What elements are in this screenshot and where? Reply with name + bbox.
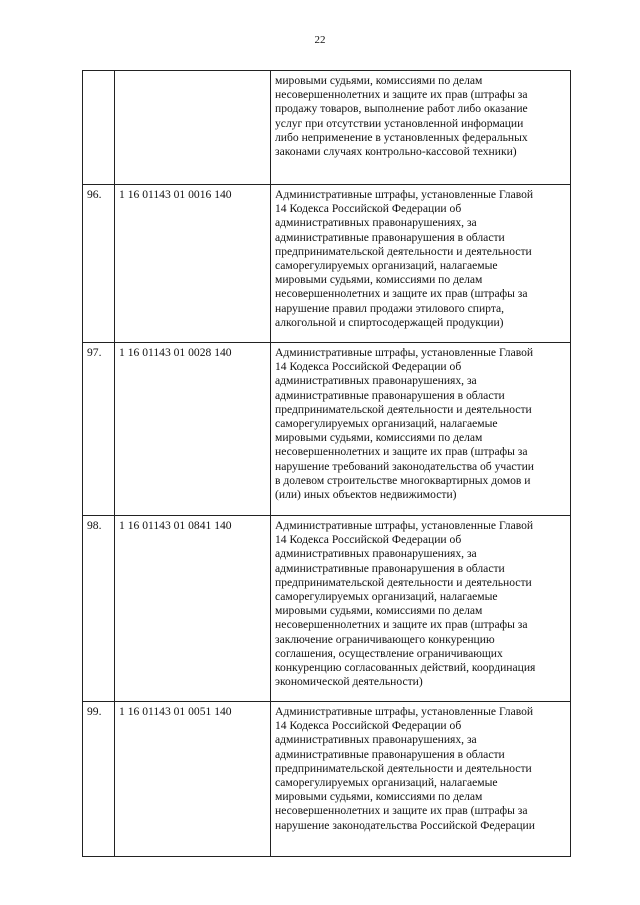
- budget-code-cell: 1 16 01143 01 0841 140: [115, 516, 271, 702]
- description-cell: [271, 516, 571, 702]
- description-line: саморегулируемых организаций, налагаемые: [275, 417, 498, 431]
- description-line: законами случаях контрольно-кассовой техники): [275, 145, 517, 159]
- table-row: [83, 516, 571, 702]
- description-line: (или) иных объектов недвижимости): [275, 488, 457, 502]
- description-line: несовершеннолетних и защите их прав (штрафы за: [275, 618, 528, 632]
- description-line: Административные штрафы, установленные Главой: [275, 188, 534, 201]
- description-line: административных правонарушениях, за: [275, 216, 477, 230]
- description-line: административные правонарушения в области: [275, 230, 505, 244]
- budget-code-cell: [115, 71, 271, 185]
- table-row: [83, 71, 571, 185]
- table-row: [83, 185, 571, 343]
- description-line: саморегулируемых организаций, налагаемые: [275, 259, 498, 273]
- budget-code-cell: 1 16 01143 01 0028 140: [115, 343, 271, 516]
- row-number-cell: 97.: [83, 343, 115, 516]
- description-line: мировыми судьями, комиссиями по делам: [275, 431, 483, 445]
- description-line: услуг при отсутствии установленной информации: [275, 116, 524, 130]
- description-line: Административные штрафы, установленные Главой: [275, 705, 534, 718]
- description-cell: [271, 702, 571, 857]
- description-line: административных правонарушениях, за: [275, 374, 477, 388]
- description-line: Административные штрафы, установленные Главой: [275, 346, 534, 359]
- description-line: заключение ограничивающего конкуренцию: [275, 632, 495, 646]
- description-line: в долевом строительстве многоквартирных домов и: [275, 473, 531, 487]
- description-line: административных правонарушениях, за: [275, 733, 477, 747]
- description-line: 14 Кодекса Российской Федерации об: [275, 533, 462, 547]
- description-line: административные правонарушения в области: [275, 388, 505, 402]
- description-line: мировыми судьями, комиссиями по делам: [275, 74, 483, 87]
- page-number: 22: [314, 34, 326, 46]
- description-line: нарушение законодательства Российской Федерации: [275, 818, 535, 832]
- description-line: 14 Кодекса Российской Федерации об: [275, 202, 462, 216]
- description-line: нарушение требований законодательства об участии: [275, 459, 534, 473]
- description-line: предпринимательской деятельности и деятельности: [275, 761, 532, 775]
- description-line: экономической деятельности): [275, 675, 423, 689]
- budget-code-cell: 1 16 01143 01 0016 140: [115, 185, 271, 343]
- description-line: предпринимательской деятельности и деятельности: [275, 575, 532, 589]
- description-cell: [271, 71, 571, 185]
- row-number-cell: [83, 71, 115, 185]
- description-line: несовершеннолетних и защите их прав (штрафы за: [275, 287, 528, 301]
- description-line: предпринимательской деятельности и деятельности: [275, 244, 532, 258]
- description-line: несовершеннолетних и защите их прав (штрафы за: [275, 804, 528, 818]
- description-line: предпринимательской деятельности и деятельности: [275, 402, 532, 416]
- revenue-codes-table: [82, 70, 571, 857]
- description-line: 14 Кодекса Российской Федерации об: [275, 719, 462, 733]
- description-line: мировыми судьями, комиссиями по делам: [275, 273, 483, 287]
- description-line: либо неприменение в установленных федеральных: [275, 130, 528, 144]
- description-line: алкогольной и спиртосодержащей продукции): [275, 315, 504, 329]
- description-line: несовершеннолетних и защите их прав (штрафы за: [275, 88, 528, 102]
- description-line: Административные штрафы, установленные Главой: [275, 519, 534, 532]
- description-line: саморегулируемых организаций, налагаемые: [275, 776, 498, 790]
- description-line: мировыми судьями, комиссиями по делам: [275, 604, 483, 618]
- table-row: [83, 702, 571, 857]
- description-line: конкуренцию согласованных действий, координация: [275, 661, 536, 675]
- description-cell: [271, 343, 571, 516]
- description-line: административные правонарушения в области: [275, 747, 505, 761]
- description-line: 14 Кодекса Российской Федерации об: [275, 360, 462, 374]
- description-line: саморегулируемых организаций, налагаемые: [275, 590, 498, 604]
- description-cell: [271, 185, 571, 343]
- row-number-cell: 99.: [83, 702, 115, 857]
- table-row: [83, 343, 571, 516]
- description-line: мировыми судьями, комиссиями по делам: [275, 790, 483, 804]
- row-number-cell: 98.: [83, 516, 115, 702]
- budget-code-cell: 1 16 01143 01 0051 140: [115, 702, 271, 857]
- description-line: соглашения, осуществление ограничивающих: [275, 646, 503, 660]
- description-line: административные правонарушения в области: [275, 561, 505, 575]
- description-line: несовершеннолетних и защите их прав (штрафы за: [275, 445, 528, 459]
- description-line: продажу товаров, выполнение работ либо оказание: [275, 102, 528, 116]
- description-line: административных правонарушениях, за: [275, 547, 477, 561]
- description-line: нарушение правил продажи этилового спирта,: [275, 301, 505, 315]
- row-number-cell: 96.: [83, 185, 115, 343]
